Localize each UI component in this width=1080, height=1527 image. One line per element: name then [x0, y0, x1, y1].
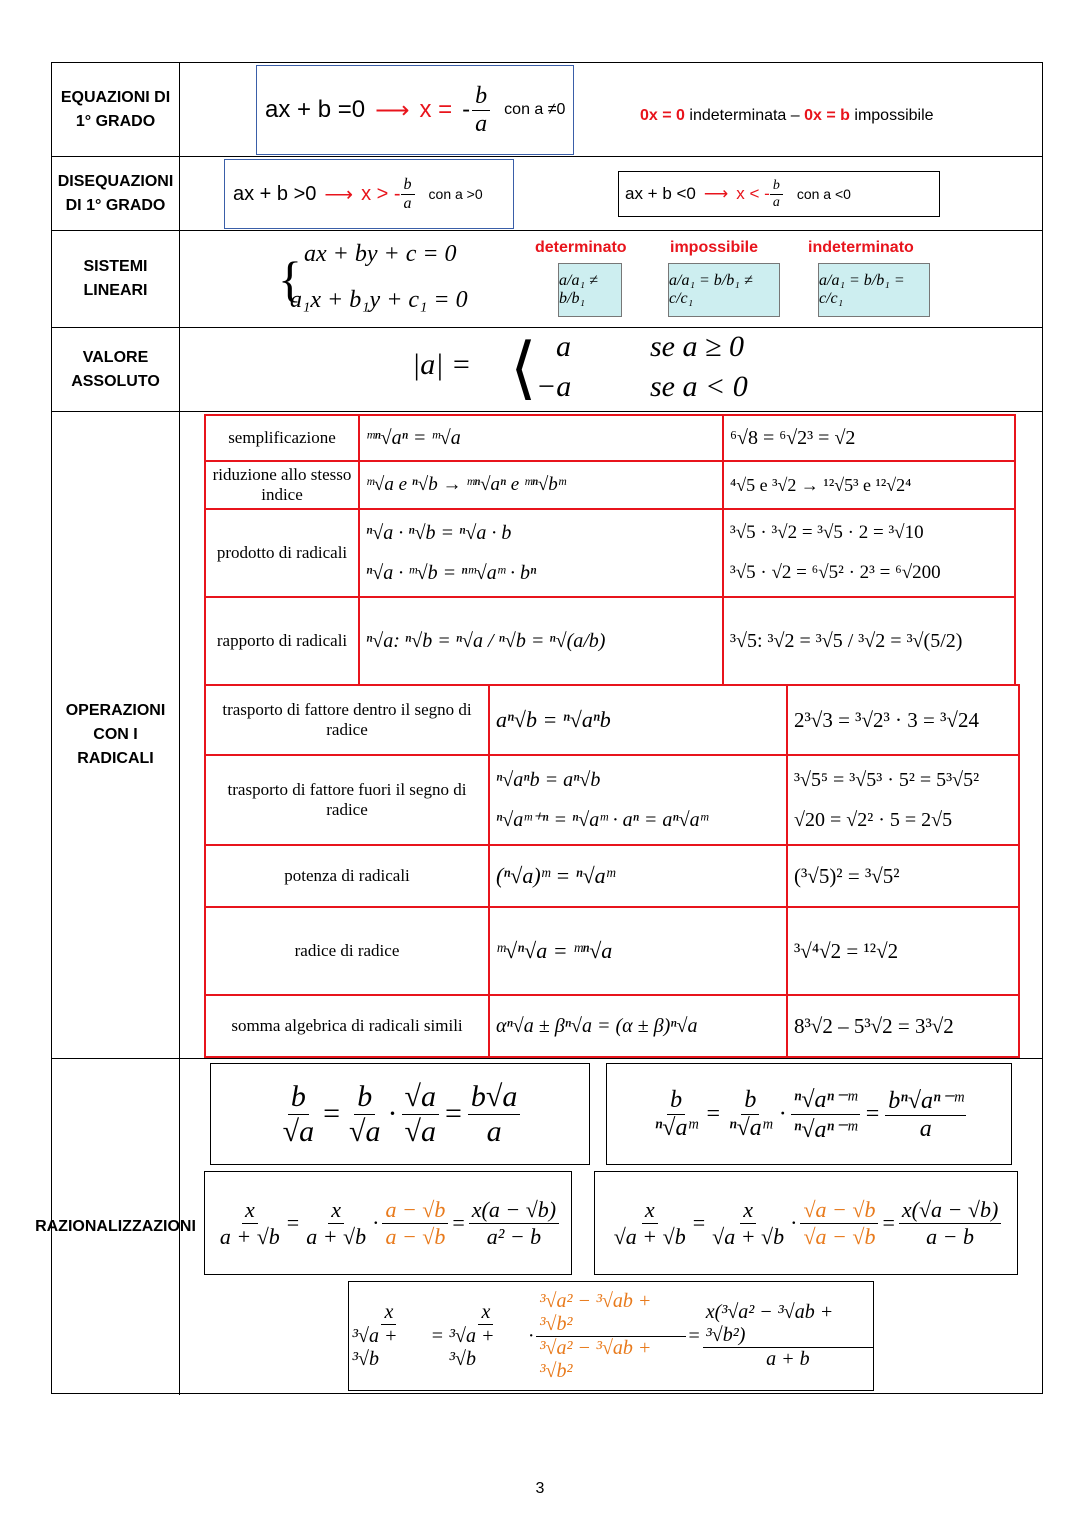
row-equazioni: [52, 63, 1042, 157]
row-label: EQUAZIONI DI 1° GRADO: [52, 63, 180, 156]
case-indeterminato-title: indeterminato: [808, 239, 914, 256]
table-row: prodotto di radicali ⁿ√a · ⁿ√b = ⁿ√a · b ⁿ√a · ᵐ√b = ⁿᵐ√aᵐ · bⁿ ³√5 · ³√2 = ³√5 · 2 = ³√10 ³√5 · √2 = ⁶√5² · 2³ = ⁶√200: [205, 509, 1015, 597]
arrow-icon: ⟶: [375, 96, 410, 124]
formula-x: x =: [419, 96, 453, 123]
row-sistemi: [52, 231, 1042, 328]
fraction: $\frac{b}{a}$: [472, 83, 490, 138]
row-label: DISEQUAZIONI DI 1° GRADO: [52, 157, 180, 230]
radicals-table-1: [204, 414, 1016, 686]
arrow-icon: ⟶: [703, 184, 729, 203]
inequality-negative-box: ax + b <0 ⟶ x < - $\frac{b}{a}$ con a <0: [618, 171, 940, 217]
abs-case1-value: a: [556, 330, 571, 363]
table-row: riduzione allo stesso indice ᵐ√a e ⁿ√b → ᵐⁿ√aⁿ e ᵐⁿ√bᵐ ⁴√5 e ³√2 → ¹²√5³ e ¹²√2⁴: [205, 461, 1015, 509]
abs-angle-bracket: ⟨: [510, 330, 537, 406]
rationalization-formula-1: $\frac{b}{√a}$ = $\frac{b}{√a}$ · $\frac{√a}{√a}$ = $\frac{b√a}{a}$: [210, 1063, 590, 1165]
equation-note: 0x = 0 indeterminata – 0x = b impossibile: [640, 107, 934, 124]
table-row: trasporto di fattore fuori il segno di radice ⁿ√aⁿb = aⁿ√b ⁿ√aᵐ⁺ⁿ = ⁿ√aᵐ · aⁿ = aⁿ√aᵐ ³√5⁵ = ³√5³ · 5² = 5³√5² √20 = √2² · 5 = 2√5: [205, 755, 1019, 845]
table-row: trasporto di fattore dentro il segno di radice aⁿ√b = ⁿ√aⁿb 2³√3 = ³√2³ · 3 = ³√24: [205, 685, 1019, 755]
page-number: 3: [535, 1480, 545, 1497]
formula-lhs: ax + b =0: [265, 96, 366, 123]
rationalization-formula-5: $\frac{x}{\text{³√a + ³√b}}$ = $\frac{x}{\text{³√a + ³√b}}$ · $\frac{\text{³√a² − ³√ab + ³√b²}}{\text{³√a² − ³√ab + ³√b²}}$ = $\frac{\text{x(³√a² − ³√ab + ³√b²)}}{a + b}$: [348, 1281, 874, 1391]
abs-case1-condition: se a ≥ 0: [650, 330, 744, 363]
system-eq1: ax + by + c = 0: [304, 241, 457, 267]
case-impossibile-formula: a/a₁ = b/b₁ ≠ c/c₁: [668, 263, 780, 317]
table-row: semplificazione ᵐⁿ√aⁿ = ᵐ√a ⁶√8 = ⁶√2³ = √2: [205, 415, 1015, 461]
case-determinato-formula: a/a₁ ≠ b/b₁: [558, 263, 622, 317]
row-label: RAZIONALIZZAZIONI: [52, 1059, 180, 1395]
table-row: potenza di radicali (ⁿ√a)ᵐ = ⁿ√aᵐ (³√5)² = ³√5²: [205, 845, 1019, 907]
fraction: $\frac{b}{a}$: [401, 176, 415, 213]
formula-condition: con a ≠0: [504, 101, 566, 118]
formula-sheet: [35, 62, 1043, 1394]
abs-case2-condition: se a < 0: [650, 370, 748, 403]
equation-formula-box: [256, 65, 574, 155]
rationalization-formula-3: $\frac{x}{a + √b}$ = $\frac{x}{a + √b}$ · $\frac{a - √b}{a - √b}$ = $\frac{x(a - √b)}{\text{a² − b}}$: [204, 1171, 572, 1275]
row-label: OPERAZIONI CON I RADICALI: [52, 412, 180, 1058]
rationalization-formula-2: $\frac{b}{\text{ⁿ√aᵐ}}$ = $\frac{b}{\text{ⁿ√aᵐ}}$ · $\frac{\text{ⁿ√aⁿ⁻ᵐ}}{\text{ⁿ√aⁿ⁻ᵐ}}$ = $\frac{\text{bⁿ√aⁿ⁻ᵐ}}{a}$: [606, 1063, 1012, 1165]
row-valore-assoluto: [52, 328, 1042, 412]
case-determinato-title: determinato: [535, 239, 627, 256]
row-disequazioni: [52, 157, 1042, 231]
system-eq2: a₁x + b₁y + c₁ = 0: [290, 287, 468, 313]
rationalization-formula-4: $\frac{x}{√a + √b}$ = $\frac{x}{√a + √b}$ · $\frac{√a - √b}{√a - √b}$ = $\frac{x(√a - √b)}{a - b}$: [594, 1171, 1018, 1275]
table-row: somma algebrica di radicali simili αⁿ√a ± βⁿ√a = (α ± β)ⁿ√a 8³√2 – 5³√2 = 3³√2: [205, 995, 1019, 1057]
row-label: VALORE ASSOLUTO: [52, 328, 180, 411]
case-indeterminato-formula: a/a₁ = b/b₁ = c/c₁: [818, 263, 930, 317]
radicals-table-2: [204, 684, 1020, 1058]
inequality-positive-box: ax + b >0 ⟶ x > - $\frac{b}{a}$ con a >0: [224, 159, 514, 229]
formula-minus: -: [462, 96, 471, 123]
row-operazioni-radicali: [52, 412, 1042, 1059]
abs-lhs: |a| =: [412, 348, 472, 381]
row-razionalizzazioni: [35, 1059, 1042, 1395]
fraction: $\frac{b}{a}$: [770, 178, 783, 211]
case-impossibile-title: impossibile: [670, 239, 759, 256]
arrow-icon: ⟶: [324, 183, 354, 206]
abs-case2-value: −a: [536, 370, 572, 403]
table-row: rapporto di radicali ⁿ√a: ⁿ√b = ⁿ√a / ⁿ√b = ⁿ√(a/b) ³√5: ³√2 = ³√5 / ³√2 = ³√(5/2): [205, 597, 1015, 685]
table-row: radice di radice ᵐ√ⁿ√a = ᵐⁿ√a ³√⁴√2 = ¹²√2: [205, 907, 1019, 995]
row-label: SISTEMI LINEARI: [52, 231, 180, 327]
system-brace: {: [278, 251, 302, 307]
